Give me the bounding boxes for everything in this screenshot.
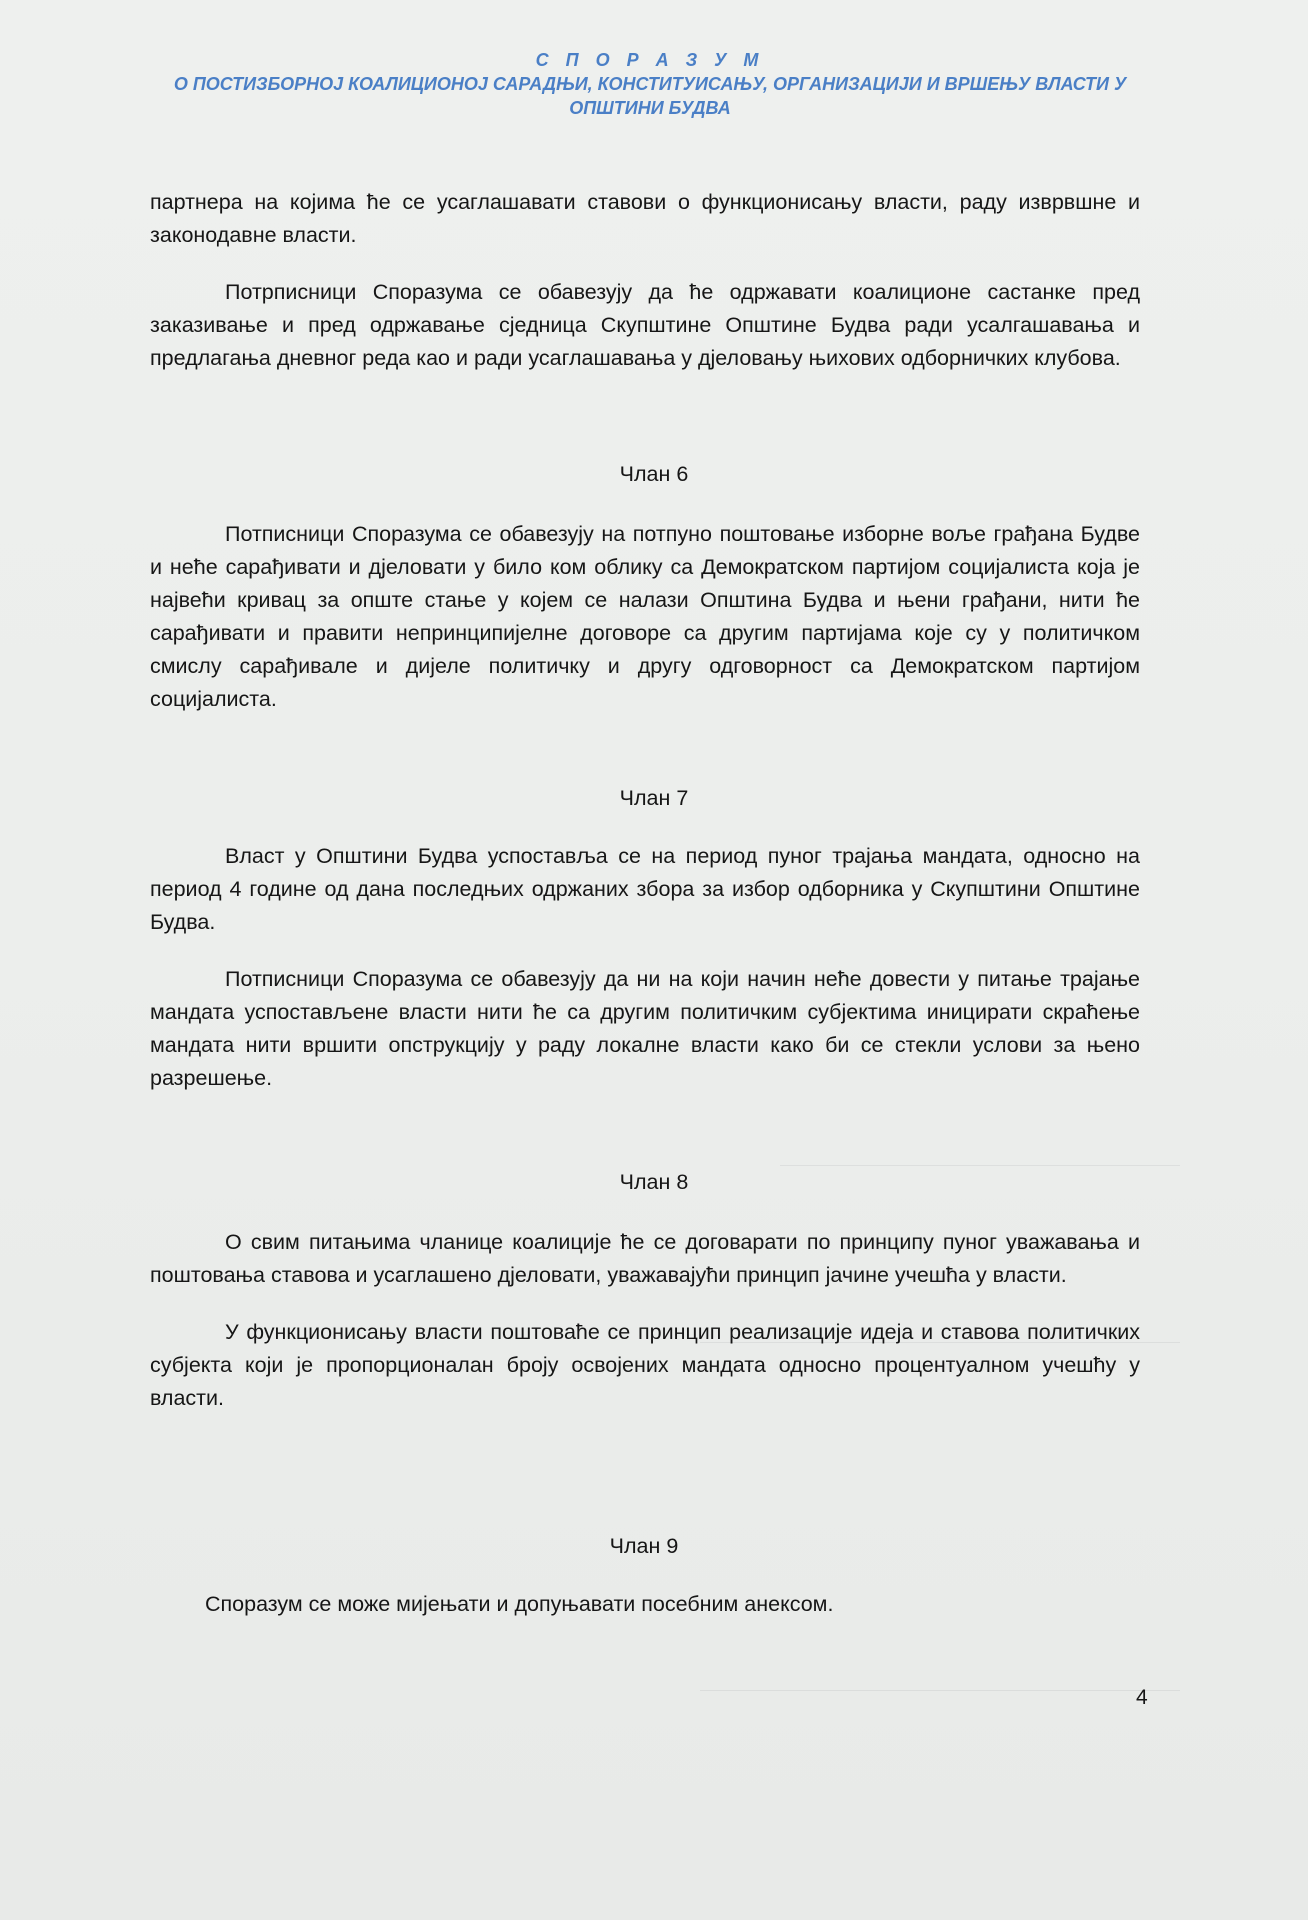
- coalition-meetings-paragraph: Потрписници Споразума се обавезују да ће одржавати коалиционе састанке пред заказивање и пред одржавање сједница Скупштине Општине Будва ради усалгашавања и предлагања дневног реда као и ради усаглашавања у дјеловању њихових одборничких клубова.: [150, 280, 1140, 370]
- article-8-paragraph-1: О свим питањима чланице коалиције ће се договарати по принципу пуног уважавања и поштовања ставова и усаглашено дјеловати, уважавајући принцип јачине учешћа у власти.: [150, 1230, 1140, 1287]
- article-9-title: Члан 9: [609, 1534, 679, 1558]
- show-through-line: [700, 1690, 1180, 1691]
- article-8-body: [150, 1226, 1140, 1415]
- document-subtitle-line2: ОПШТИНИ БУДВА: [569, 98, 731, 118]
- continued-paragraphs: [150, 186, 1140, 375]
- article-8-paragraph-2: У функционисању власти поштоваће се принцип реализације идеја и ставова политичких субјекта који је пропорционалан броју освојених мандата односно процентуалном учешћу у власти.: [150, 1320, 1140, 1410]
- article-7-paragraph-1: Власт у Општини Будва успоставља се на период пуног трајања мандата, односно на период 4 године од дана последњих одржаних збора за избор одборника у Скупштини Општине Будва.: [150, 844, 1140, 934]
- article-6-paragraph-1: Потписници Споразума се обавезују на потпуно поштовање изборне воље грађана Будве и неће сарађивати и дјеловати у било ком облику са Демократском партијом социјалиста која је највећи кривац за опште стање у којем се налази Општина Будва и њени грађани, нити ће сарађивати и правити непринципијелне договоре са другим партијама које су у политичком смислу сарађивале и дијеле политичку и другу одговорност са Демократском партијом социјалиста.: [150, 522, 1140, 711]
- document-subtitle-line1: О ПОСТИЗБОРНОЈ КОАЛИЦИОНОЈ САРАДЊИ, КОНСТИТУИСАЊУ, ОРГАНИЗАЦИЈИ И ВРШЕЊУ ВЛАСТИ У: [173, 74, 1127, 94]
- document-header: [150, 48, 1150, 120]
- article-9-paragraph-1: Споразум се може мијењати и допуњавати посебним анексом.: [205, 1592, 834, 1616]
- article-7-body: [150, 840, 1140, 1095]
- article-7-paragraph-2: Потписници Споразума се обавезују да ни на који начин неће довести у питање трајање мандата успостављене власти нити ће са другим политичким субјектима иницирати скраћење мандата нити вршити опструкцију у раду локалне власти како би се стекли услови за њено разрешење.: [150, 967, 1140, 1090]
- show-through-line: [780, 1165, 1180, 1166]
- article-7-title: Члан 7: [619, 786, 689, 810]
- document-title: С П О Р А З У М: [535, 50, 765, 70]
- article-9-body: [150, 1588, 1140, 1621]
- continuation-paragraph: партнера на којима ће се усаглашавати ставови о функционисању власти, раду изврвшне и законодавне власти.: [150, 190, 1140, 247]
- article-6-title: Члан 6: [619, 462, 689, 486]
- page-number: 4: [1136, 1686, 1148, 1709]
- article-6-body: [150, 518, 1140, 716]
- article-8-title: Члан 8: [619, 1170, 689, 1194]
